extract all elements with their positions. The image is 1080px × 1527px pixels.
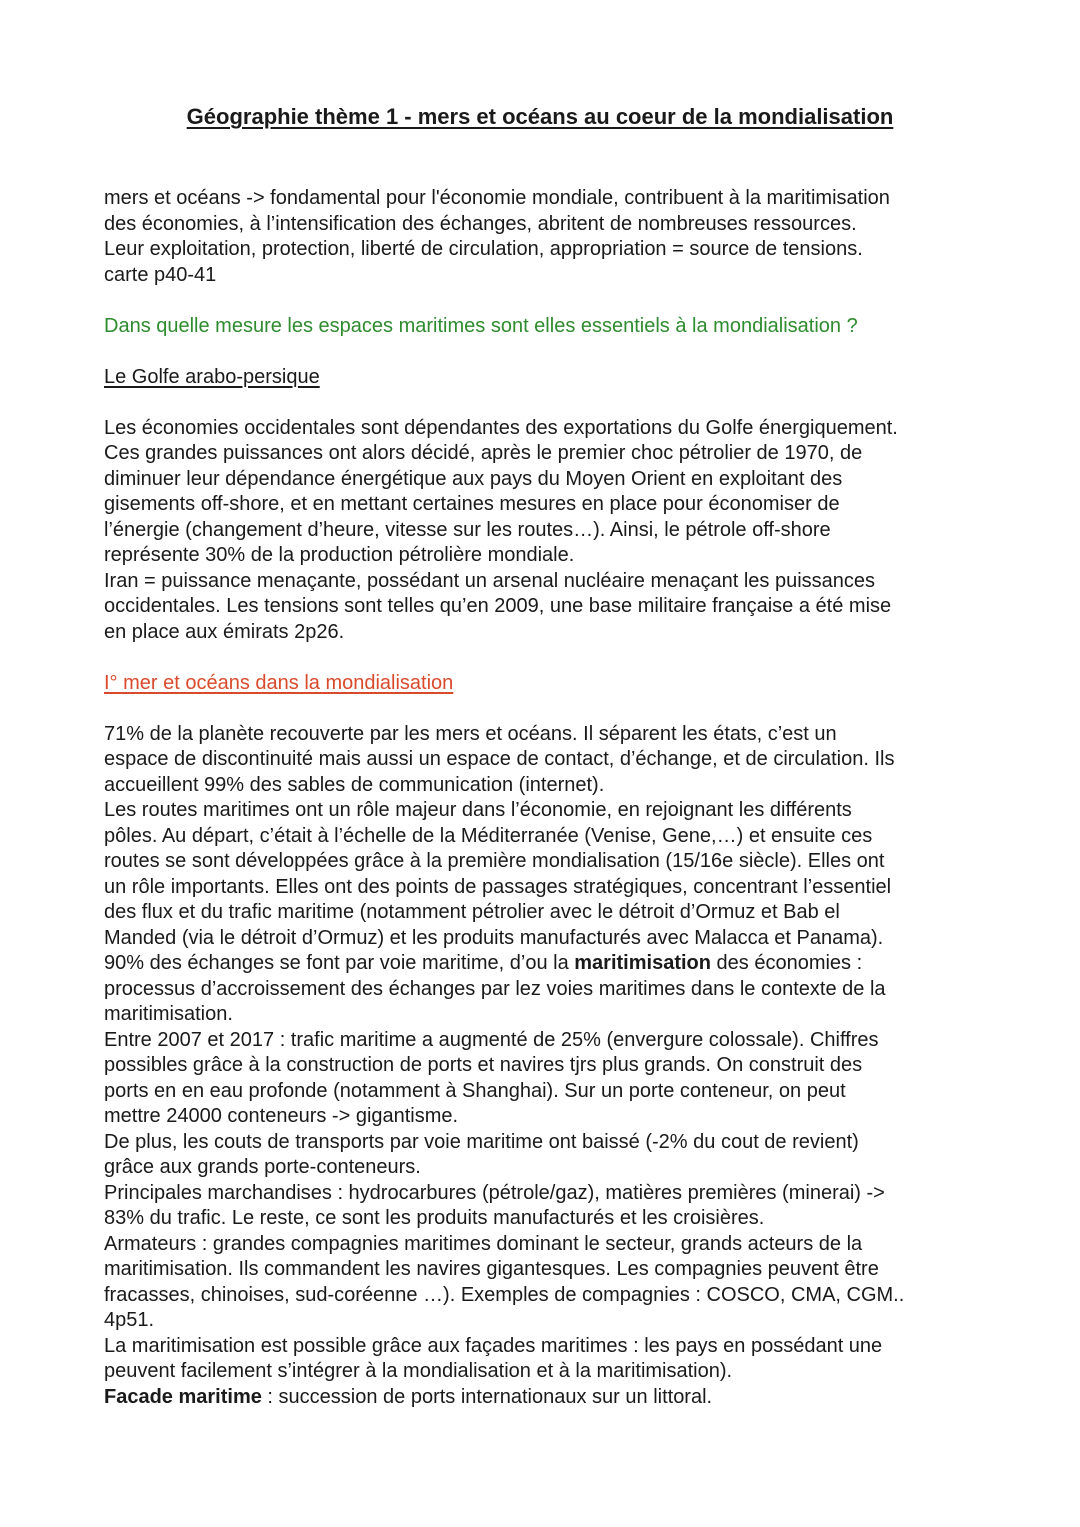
section-line: Principales marchandises : hydrocarbures (pétrole/gaz), matières premières (minerai) -> [104,1181,885,1204]
golfe-line: Ces grandes puissances ont alors décidé, après le premier choc pétrolier de 1970, de [104,442,863,464]
section-line: possibles grâce à la construction de ports et navires tjrs plus grands. On construit des [104,1054,863,1076]
golfe-line: gisements off-shore, et en mettant certaines mesures en place pour économiser de [104,493,840,515]
section-line: 83% du trafic. Le reste, ce sont les produits manufacturés et les croisières. [104,1207,765,1229]
section-line: Armateurs : grandes compagnies maritimes dominant le secteur, grands acteurs de la [104,1232,863,1255]
golfe-line: occidentales. Les tensions sont telles qu’en 2009, une base militaire française a été mise [104,595,892,617]
facade-definition: Facade maritime : succession de ports internationaux sur un littoral. [104,1385,713,1408]
document-body [104,186,994,1410]
intro-line: Leur exploitation, protection, liberté de circulation, appropriation = source de tensions. [104,238,863,260]
section-line: mettre 24000 conteneurs -> gigantisme. [104,1105,459,1127]
section-line: 71% de la planète recouverte par les mers et océans. Il séparent les états, c’est un [104,722,837,745]
golfe-line: en place aux émirats 2p26. [104,620,345,643]
page-title: Géographie thème 1 - mers et océans au coeur de la mondialisation [186,104,894,129]
section-line: La maritimisation est possible grâce aux façades maritimes : les pays en possédant une [104,1334,883,1357]
section-line: routes se sont développées grâce à la première mondialisation (15/16e siècle). Elles ont [104,850,885,872]
section-line: fracasses, chinoises, sud-coréenne …). Exemples de compagnies : COSCO, CMA, CGM.. [104,1283,905,1306]
golfe-line: représente 30% de la production pétrolière mondiale. [104,544,575,566]
section-line: processus d’accroissement des échanges par lez voies maritimes dans le contexte de la [104,977,886,1000]
section-line: Manded (via le détroit d’Ormuz) et les produits manufacturés avec Malacca et Panama). [104,926,884,949]
golfe-line: Iran = puissance menaçante, possédant un arsenal nucléaire menaçant les puissances [104,569,876,592]
golfe-line: Les économies occidentales sont dépendantes des exportations du Golfe énergiquement. [104,416,898,439]
golfe-line: l’énergie (changement d’heure, vitesse sur les routes…). Ainsi, le pétrole off-shore [104,518,831,541]
section-line: 4p51. [104,1309,155,1331]
section-line: ports en en eau profonde (notamment à Shanghai). Sur un porte conteneur, on peut [104,1079,846,1102]
golfe-heading: Le Golfe arabo-persique [104,365,320,388]
maritimisation-term: maritimisation [574,952,711,974]
section-line: maritimisation. Ils commandent les navires gigantesques. Les compagnies peuvent être [104,1258,879,1280]
section-line: des flux et du trafic maritime (notamment pétrolier avec le détroit d’Ormuz et Bab el [104,901,840,923]
problematic-question: Dans quelle mesure les espaces maritimes sont elles essentiels à la mondialisation ? [104,314,858,337]
section-line: grâce aux grands porte-conteneurs. [104,1156,421,1178]
intro-line: des économies, à l’intensification des échanges, abritent de nombreuses ressources. [104,212,857,235]
section-line: espace de discontinuité mais aussi un espace de contact, d’échange, et de circulation. Ils [104,748,895,770]
section-line: pôles. Au départ, c’était à l’échelle de la Méditerranée (Venise, Gene,…) et ensuite ces [104,824,873,847]
section-line: Les routes maritimes ont un rôle majeur dans l’économie, en rejoignant les différents [104,799,852,821]
facade-term: Facade maritime [104,1385,262,1408]
section-line: De plus, les couts de transports par voie maritime ont baissé (-2% du cout de revient) [104,1130,859,1153]
golfe-line: diminuer leur dépendance énergétique aux pays du Moyen Orient en exploitant des [104,467,843,490]
section-line: un rôle importants. Elles ont des points de passages stratégiques, concentrant l’essentiel [104,875,892,898]
section-1-heading: I° mer et océans dans la mondialisation [104,671,454,694]
section-line: accueillent 99% des sables de communication (internet). [104,773,605,796]
section-line: peuvent facilement s’intégrer à la mondialisation et à la maritimisation). [104,1360,733,1382]
section-line: Entre 2007 et 2017 : trafic maritime a augmenté de 25% (envergure colossale). Chiffres [104,1028,879,1051]
intro-line: carte p40-41 [104,263,217,286]
section-line: maritimisation. [104,1003,233,1025]
maritimisation-line: 90% des échanges se font par voie maritime, d’ou la maritimisation des économies : [104,952,863,974]
intro-line: mers et océans -> fondamental pour l'économie mondiale, contribuent à la maritimisation [104,187,890,209]
